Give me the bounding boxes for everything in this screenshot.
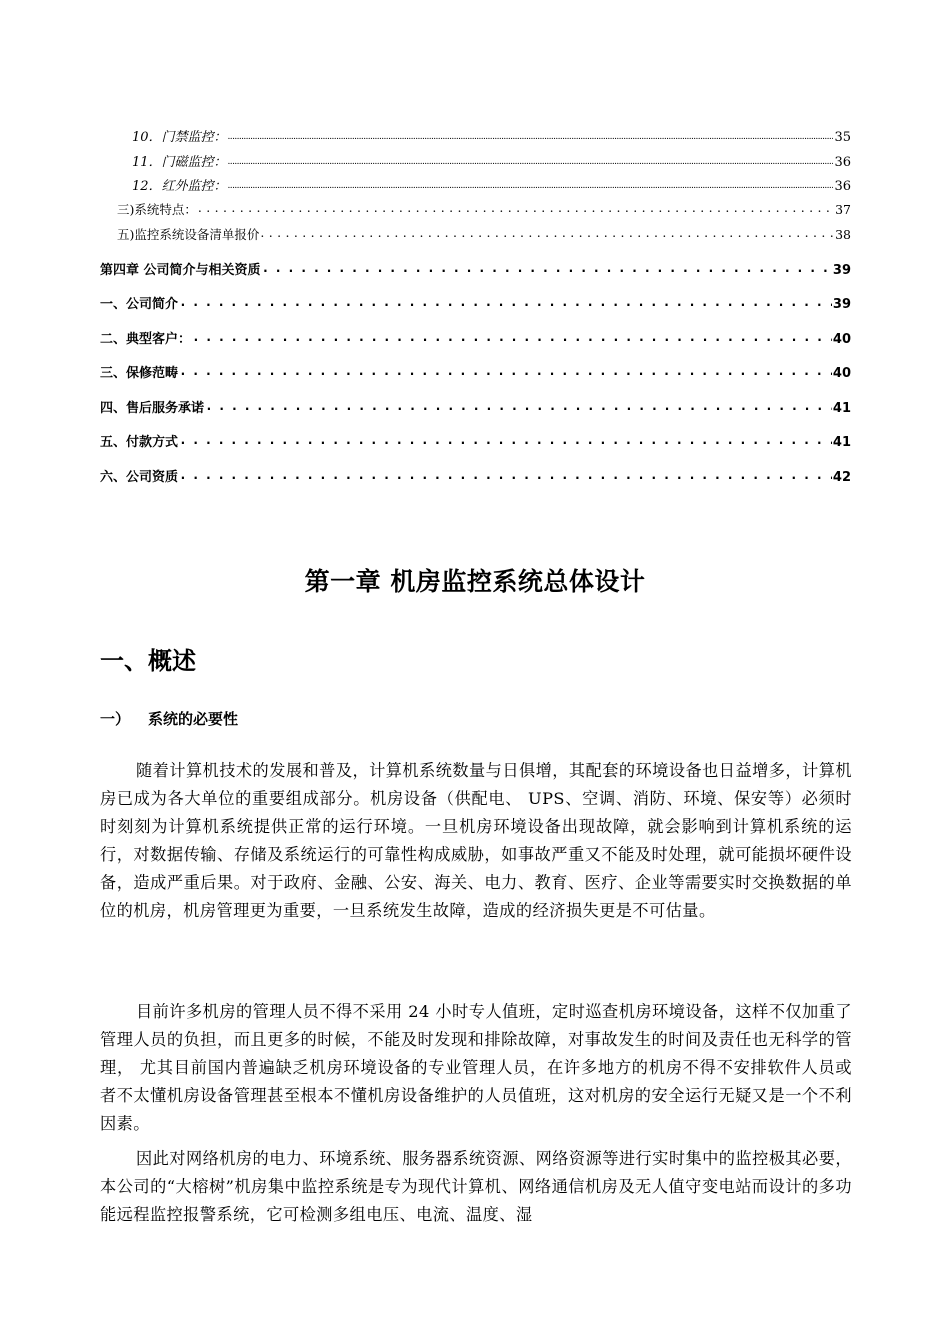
toc-entry-page: 39 bbox=[832, 262, 851, 278]
subsection-title bbox=[100, 708, 238, 729]
toc-leader-dots bbox=[192, 330, 832, 345]
toc-entry-page: 42 bbox=[832, 470, 851, 486]
body-paragraph: 随着计算机技术的发展和普及，计算机系统数量与日俱增，其配套的环境设备也日益增多，计算机房已成为各大单位的重要组成部分。机房设备（供配电、 UPS、空调、消防、环境、保安等）必须时时刻刻为计算机系统提供正常的运行环境。一旦机房环境设备出现故障，就会影响到计算机系统的运行，对数据传输、存储及系统运行的可靠性构成威胁，如事故严重又不能及时处理，就可能损坏硬件设备，造成严重后果。对于政府、金融、公安、海关、电力、教育、医疗、企业等需要实时交换数据的单位的机房，机房管理更为重要，一旦系统发生故障，造成的经济损失更是不可估量。 bbox=[100, 761, 852, 920]
toc-leader-dots bbox=[179, 364, 832, 379]
toc-leader-dots bbox=[228, 153, 834, 168]
toc-entry-label: 三、保修范畴 bbox=[100, 366, 179, 382]
body-paragraph: 目前许多机房的管理人员不得不采用 24 小时专人值班，定时巡查机房环境设备，这样不仅加重了管理人员的负担，而且更多的时候，不能及时发现和排除故障，对事故发生的时间及责任也无科学的管理， 尤其目前国内普遍缺乏机房环境设备的专业管理人员，在许多地方的机房不得不安排软件人员或者不太懂机房设备管理甚至根本不懂机房设备维护的人员值班，这对机房的安全运行无疑又是一个不利因素。 bbox=[100, 1002, 852, 1133]
toc-entry-page: 41 bbox=[832, 435, 851, 451]
toc-entry-label: 三)系统特点： bbox=[117, 201, 197, 217]
toc-entry-page: 37 bbox=[835, 201, 851, 217]
toc-entry[interactable] bbox=[100, 259, 851, 294]
toc-entry[interactable] bbox=[100, 151, 851, 176]
section-title: 一、概述 bbox=[100, 647, 196, 675]
toc-entry-page: 36 bbox=[834, 154, 851, 170]
toc-entry[interactable] bbox=[100, 466, 851, 501]
toc-entry-label: 一、公司简介 bbox=[100, 297, 179, 313]
toc-entry[interactable] bbox=[100, 431, 851, 466]
toc-entry-label: 五)监控系统设备清单报价 bbox=[117, 226, 260, 242]
table-of-contents bbox=[100, 126, 851, 501]
toc-leader-dots bbox=[228, 128, 834, 143]
toc-leader-dots bbox=[198, 200, 834, 215]
subsection-number: 一） bbox=[100, 710, 131, 728]
toc-entry-page: 36 bbox=[834, 179, 851, 194]
toc-leader-dots bbox=[205, 399, 832, 414]
toc-entry-label: 四、售后服务承诺 bbox=[100, 400, 205, 416]
toc-entry-label: 10．门禁监控： bbox=[132, 130, 227, 145]
toc-entry-page: 35 bbox=[834, 130, 851, 145]
toc-entry-page: 40 bbox=[832, 366, 851, 382]
toc-entry-label: 六、公司资质 bbox=[100, 470, 179, 486]
toc-entry-label: 五、付款方式 bbox=[100, 435, 179, 451]
toc-entry[interactable] bbox=[100, 362, 851, 397]
toc-entry-page: 40 bbox=[832, 331, 851, 347]
toc-entry[interactable] bbox=[100, 200, 851, 225]
toc-entry-label: 二、典型客户： bbox=[100, 331, 192, 347]
toc-entry[interactable] bbox=[100, 397, 851, 432]
toc-entry-label: 12．红外监控： bbox=[132, 179, 227, 194]
chapter-title: 第一章 机房监控系统总体设计 bbox=[304, 567, 646, 596]
toc-entry-page: 39 bbox=[832, 297, 851, 313]
toc-entry-label: 第四章 公司简介与相关资质 bbox=[100, 262, 261, 278]
toc-entry-page: 38 bbox=[835, 226, 851, 242]
toc-leader-dots bbox=[179, 295, 832, 310]
toc-leader-dots bbox=[179, 468, 832, 483]
body-paragraph: 因此对网络机房的电力、环境系统、服务器系统资源、网络资源等进行实时集中的监控极其必要，本公司的“大榕树”机房集中监控系统是专为现代计算机、网络通信机房及无人值守变电站而设计的多功能远程监控报警系统，它可检测多组电压、电流、温度、湿 bbox=[100, 1149, 852, 1224]
toc-entry[interactable] bbox=[100, 225, 851, 250]
toc-leader-dots bbox=[228, 177, 834, 192]
subsection-label: 系统的必要性 bbox=[148, 710, 239, 728]
toc-entry[interactable] bbox=[100, 175, 851, 200]
toc-entry-page: 41 bbox=[832, 400, 851, 416]
toc-entry[interactable] bbox=[100, 328, 851, 363]
toc-entry[interactable] bbox=[100, 293, 851, 328]
toc-entry[interactable] bbox=[100, 126, 851, 151]
toc-leader-dots bbox=[260, 225, 834, 240]
toc-leader-dots bbox=[262, 261, 832, 276]
toc-leader-dots bbox=[179, 433, 832, 448]
toc-entry-label: 11．门磁监控： bbox=[132, 154, 227, 170]
